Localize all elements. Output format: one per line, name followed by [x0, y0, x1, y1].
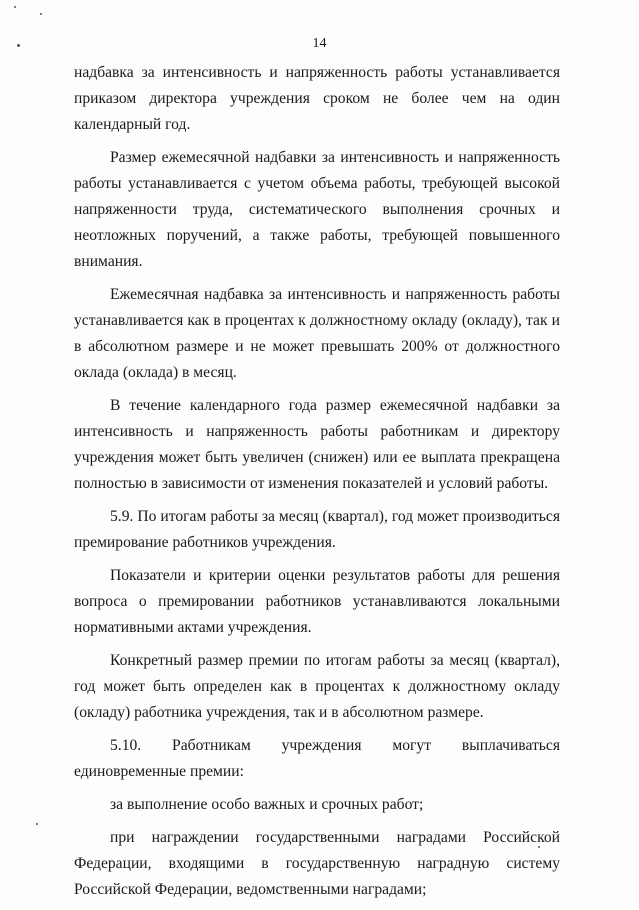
scan-speck — [40, 13, 42, 15]
scan-speck — [36, 823, 38, 825]
paragraph: надбавка за интенсивность и напряженность работы устанавливается приказом директора учреждения сроком не более чем на один календарный год. — [74, 64, 560, 133]
paragraph: Конкретный размер премии по итогам работы за месяц (квартал), год может быть определен как в процентах к должностному окладу (окладу) работника учреждения, так и в абсолютном размере. — [74, 652, 560, 721]
page-number: 14 — [312, 36, 327, 51]
list-item: за выполнение особо важных и срочных работ; — [110, 796, 424, 813]
paragraph: Ежемесячная надбавка за интенсивность и напряженность работы устанавливается как в процентах к должностному окладу (окладу), так и в абсолютном размере и не может превышать 200% от должностного оклада (оклада) в месяц. — [74, 286, 560, 381]
list-item: при награждении государственными наградами Российской Федерации, входящими в государственную наградную систему Российской Федерации, ведомственными наградами; — [74, 829, 560, 898]
paragraph: Показатели и критерии оценки результатов работы для решения вопроса о премировании работников устанавливаются локальными нормативными актами учреждения. — [74, 567, 560, 636]
body-text — [74, 60, 560, 910]
paragraph: 5.9. По итогам работы за месяц (квартал), год может производиться премирование работников учреждения. — [74, 508, 560, 551]
paragraph: Размер ежемесячной надбавки за интенсивность и напряженность работы устанавливается с учетом объема работы, требующей высокой напряженности труда, систематического выполнения срочных и неотложных поручений, а также работы, требующей повышенного внимания. — [74, 149, 560, 270]
paragraph: 5.10. Работникам учреждения могут выплачиваться единовременные премии: — [74, 737, 560, 780]
paragraph: В течение календарного года размер ежемесячной надбавки за интенсивность и напряженность работы работникам и директору учреждения может быть увеличен (снижен) или ее выплата прекращена полностью в зависимости от изменения показателей и условий работы. — [74, 397, 560, 492]
scan-speck — [14, 6, 16, 8]
